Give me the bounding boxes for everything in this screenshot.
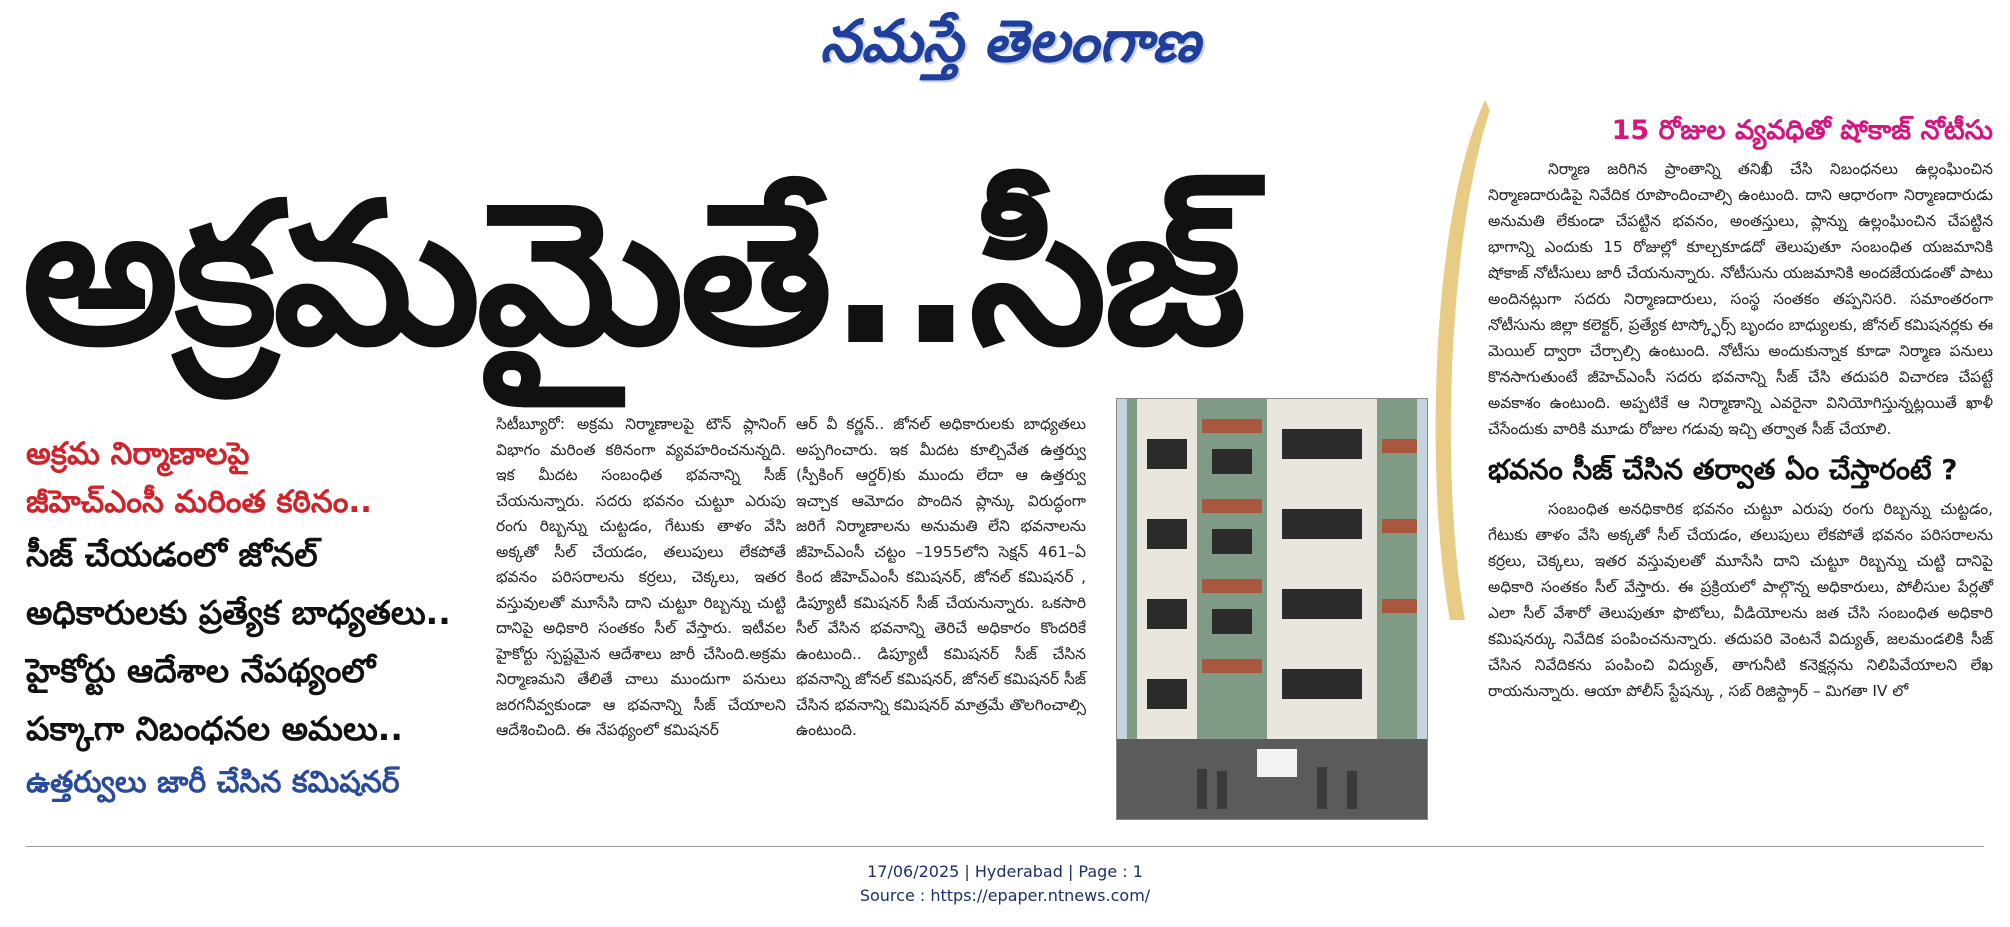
masthead-logo: నమస్తే తెలంగాణ xyxy=(820,7,1200,75)
deck-line-3: సీజ్ చేయడంలో జోనల్ xyxy=(26,535,318,574)
sidebar-heading-notice: 15 రోజుల వ్యవధితో షోకాజ్ నోటీసు xyxy=(1611,115,1993,146)
deck-line-2: జీహెచ్ఎంసీ మరింత కఠినం.. xyxy=(26,484,372,520)
building-photo xyxy=(1116,398,1428,820)
page-footer xyxy=(0,860,2010,908)
headline-deck xyxy=(26,430,476,808)
sidebar-paragraph-1: నిర్మాణ జరిగిన ప్రాంతాన్ని తనిఖీ చేసి నిబంధనలు ఉల్లంఘించిన నిర్మాణదారుడిపై నివేదిక రూపొందించాల్సి ఉంటుంది. దాని ఆధారంగా నిర్మాణదారుడు అనుమతి లేకుండా చేపట్టిన భవనం, అంతస్తులు, ప్లాన్ను ఉల్లంఘించిన చేపట్టిన భాగాన్ని ఎందుకు 15 రోజుల్లో కూల్చకూడదో తెలుపుతూ సంబంధిత యజమానికి షోకాజ్ నోటీసులు జారీ చేయనున్నారు. నోటీసును యజమానికి అందజేయడంతో పాటు అందినట్లుగా సదరు నిర్మాణదారులు, సంస్థ సంతకం తప్పనిసరి. సమాంతరంగా నోటీసును జిల్లా కలెక్టర్, ప్రత్యేక టాస్క్ఫోర్స్ బృందం బాధ్యులకు, జోనల్ కమిషనర్లకు ఈ మెయిల్ ద్వారా చేర్చాల్సి ఉంటుంది. నోటీసు అందుకున్నాక కూడా నిర్మాణ పనులు కొనసాగుతుంటే జీహెచ్ఎంసీ సదరు భవనాన్ని సీజ్ చేసి తదుపరి విచారణ చేపట్టే అవకాశం ఉంటుంది. అప్పటికే ఆ నిర్మాణాన్ని ఎవరైనా వినియోగిస్తున్నట్లయితే ఖాళీ చేసేందుకు వారికి మూడు రోజుల గడువు ఇచ్చి తర్వాత సీజ్ చేయాలి. xyxy=(1488,160,1993,438)
footer-divider xyxy=(26,846,1984,847)
sidebar-heading-after-seize: భవనం సీజ్ చేసిన తర్వాత ఏం చేస్తారంటే ? xyxy=(1488,453,1958,486)
page-headline: అక్రమమైతే..సీజ్ xyxy=(22,161,1243,389)
article-column-2: ఆర్ వీ కర్ణన్.. జోనల్ అధికారులకు బాధ్యతలు అప్పగించారు. ఇక మీదట కూల్చివేత ఉత్తర్వు (స్పీకింగ్ ఆర్డర్)కు ముందు లేదా ఆ ఉత్తర్వు ఇచ్చాక ఆమోదం పొందిన ప్లాన్కు విరుద్ధంగా జరిగే నిర్మాణాలను అనుమతి లేని భవనాలను జీహెచ్ఎంసీ చట్టం –1955లోని సెక్షన్ 461–ఏ కింద జీహెచ్ఎంసీ కమిషనర్, జోనల్ కమిషనర్ , డిప్యూటీ కమిషనర్ సీజ్ చేయనున్నారు. ఒకసారి సీల్ వేసిన భవనాన్ని తెరిచే అధికారం కొందరికే ఉంటుంది.. డిప్యూటీ కమిషనర్ సీజ్ చేసిన భవనాన్ని జోనల్ కమిషనర్, జోనల్ కమిషనర్ సీజ్ చేసిన భవనాన్ని కమిషనర్ మాత్రమే తొలగించాల్సి ఉంటుంది. xyxy=(796,415,1086,739)
building-photo-illustration xyxy=(1117,399,1427,819)
decorative-swoosh xyxy=(1420,100,1490,620)
deck-line-5: హైకోర్టు ఆదేశాల నేపథ్యంలో xyxy=(26,651,376,690)
deck-line-7: ఉత్తర్వులు జారీ చేసిన కమిషనర్ xyxy=(26,765,400,800)
footer-source-link[interactable]: Source : https://epaper.ntnews.com/ xyxy=(859,886,1151,905)
deck-line-4: అధికారులకు ప్రత్యేక బాధ్యతలు.. xyxy=(26,593,451,632)
deck-line-6: పక్కాగా నిబంధనల అమలు.. xyxy=(26,709,403,748)
deck-line-1: అక్రమ నిర్మాణాలపై xyxy=(26,436,250,472)
right-sidebar-article xyxy=(1488,112,1993,704)
footer-date-line: 17/06/2025 | Hyderabad | Page : 1 xyxy=(867,862,1143,881)
sidebar-paragraph-2: సంబంధిత అనధికారిక భవనం చుట్టూ ఎరుపు రంగు రిబ్బన్ను చుట్టడం, గేటుకు తాళం వేసి అక్కతో సీల్ చేయడం, తలుపులు లేకపోతే భవనం పరిసరాలను కర్రలు, చెక్కలు, ఇతర వస్తువులతో మూసేసి దాని చుట్టూ రిబ్బన్ను చుట్టి దానిపై అధికారి సంతకం సీల్ వేస్తారు. ఈ ప్రక్రియలో పాల్గొన్న అధికారులు, పోలీసుల పేర్లతో ఎలా సీల్ వేశారో తెలుపుతూ ఫొటోలు, వీడియోలను జత చేసి సంబంధిత అధికారి కమిషనర్కు నివేదిక పంపించనున్నారు. తదుపరి వెంటనే విద్యుత్, జలమండలికి సీజ్ చేసిన నివేదికను పంపించి విద్యుత్, తాగునీటి కనెక్షన్లను నిలిపివేయాలని లేఖ రాయనున్నారు. ఆయా పోలీస్ స్టేషన్కు , సబ్ రిజిస్ట్రార్ – మిగతా IV లో xyxy=(1488,500,1993,700)
article-column-1: సిటీబ్యూరో: అక్రమ నిర్మాణాలపై టౌన్ ప్లానింగ్ విభాగం మరింత కఠినంగా వ్యవహరించనున్నది. ఇక మీదట సంబంధిత భవనాన్ని సీజ్ చేయనున్నారు. సదరు భవనం చుట్టూ ఎరుపు రంగు రిబ్బన్ను చుట్టడం, గేటుకు తాళం వేసి అక్కతో సీల్ చేయడం, తలుపులు లేకపోతే భవనం పరిసరాలను కర్రలు, చెక్కలు, ఇతర వస్తువులతో మూసేసి దాని చుట్టూ రిబ్బన్ను చుట్టి దానిపై అధికారి సంతకం సీల్ వేస్తారు. ఇటీవల హైకోర్టు స్పష్టమైన ఆదేశాలు జారీ చేసింది.అక్రమ నిర్మాణమని తేలితే చాలు ముందుగా పనులు జరగనీవ్వకుండా ఆ భవనాన్ని సీజ్ చేయాలని ఆదేశించింది. ఈ నేపథ్యంలో కమిషనర్ xyxy=(496,415,786,739)
